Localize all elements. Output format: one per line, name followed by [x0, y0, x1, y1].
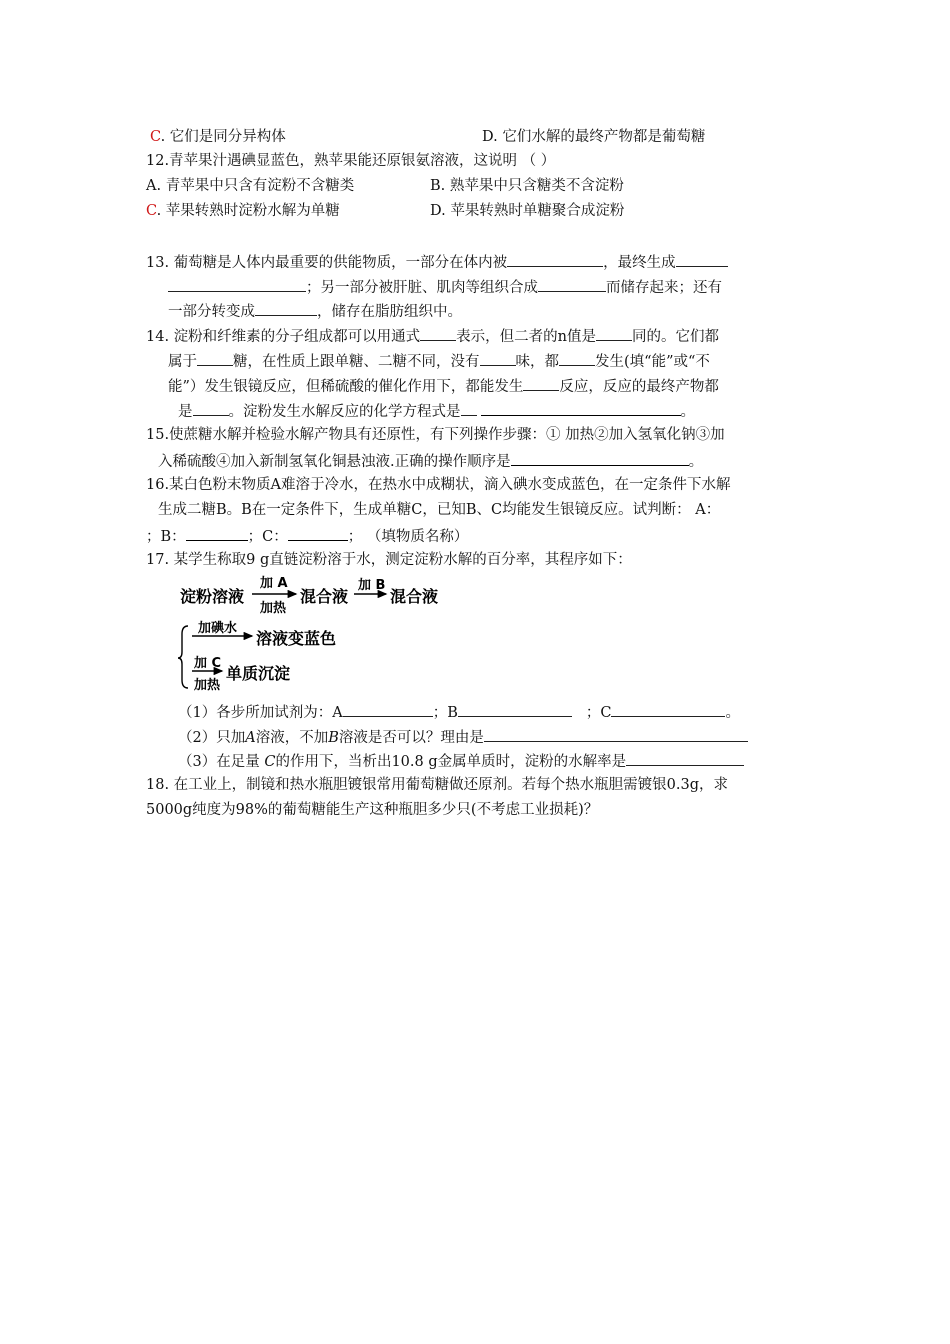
q14-line-1: 14. 淀粉和纤维素的分子组成都可以用通式 表示，但二者的n值是 同的。它们都 — [146, 325, 719, 347]
q13-line-2: ；另一部分被肝脏、肌肉等组织合成 而储存起来；还有 — [168, 276, 722, 298]
q12-option-a: A. 青苹果中只含有淀粉不含糖类 — [146, 178, 355, 194]
q13-line-1: 13. 葡萄糖是人体内最重要的供能物质，一部分在体内被 ，最终生成 — [146, 251, 728, 273]
flow-branch1-result: 溶液变蓝色 — [256, 629, 337, 648]
q11-option-d: D. 它们水解的最终产物都是葡萄糖 — [482, 129, 706, 145]
flow-mid: 混合液 — [300, 587, 349, 606]
q14-line-2: 属于 糖，在性质上跟单糖、二糖不同，没有 味，都 发生(填“能”或“不 — [168, 350, 710, 372]
flow-arrow2-top: 加 B — [358, 578, 386, 593]
q18-line-1: 18. 在工业上，制镜和热水瓶胆镀银常用葡萄糖做还原剂。若每个热水瓶胆需镀银0.3g，求 — [146, 777, 729, 793]
q11-option-c-letter: C — [150, 129, 161, 145]
q15-line-1: 15.使蔗糖水解并检验水解产物具有还原性，有下列操作步骤：① 加热②加入氢氧化钠③加 — [146, 427, 725, 443]
q12-option-b: B. 熟苹果中只含糖类不含淀粉 — [430, 178, 624, 194]
flow-branch2-top: 加 C — [194, 656, 222, 671]
q17-sub-3: （3）在足量 C的作用下，当析出10.8 g金属单质时，淀粉的水解率是 — [178, 750, 744, 772]
q17-sub-2: （2）只加A溶液，不加B溶液是否可以？理由是 — [178, 726, 748, 748]
q13-line-3: 一部分转变成 ，储存在脂肪组织中。 — [168, 300, 462, 322]
flow-branch2-bottom: 加热 — [194, 678, 221, 693]
q16-line-1: 16.某白色粉末物质A难溶于冷水，在热水中成糊状，滴入碘水变成蓝色，在一定条件下水解 — [146, 477, 731, 493]
q14-line-4: 是 。淀粉发生水解反应的化学方程式是 。 — [178, 400, 695, 422]
flow-end: 混合液 — [390, 587, 439, 606]
q17-sub-1: （1）各步所加试剂为：A ；B ；C 。 — [178, 701, 740, 723]
flow-branch1-label: 加碘水 — [198, 621, 238, 636]
q12-stem: 12.青苹果汁遇碘显蓝色，熟苹果能还原银氨溶液，这说明 （ ） — [146, 153, 556, 169]
flow-branch2-result: 单质沉淀 — [226, 664, 291, 683]
q16-line-3: ；B： ；C： ； （填物质名称） — [146, 525, 468, 547]
q18-line-2: 5000g纯度为98%的葡萄糖能生产这种瓶胆多少只(不考虑工业损耗)？ — [146, 802, 599, 818]
q11-option-c: C. 它们是同分异构体 — [150, 129, 286, 145]
q16-line-2: 生成二糖B。B在一定条件下，生成单糖C，已知B、C均能发生银镜反应。试判断： A： — [158, 502, 721, 518]
q17-stem: 17. 某学生称取9 g直链淀粉溶于水，测定淀粉水解的百分率，其程序如下： — [146, 552, 632, 568]
flow-arrow1-top: 加 A — [260, 576, 288, 591]
q12-option-c-letter: C — [146, 203, 157, 219]
q14-line-3: 能”）发生银镜反应，但稀硫酸的催化作用下，都能发生 反应，反应的最终产物都 — [168, 375, 719, 397]
q15-line-2: 入稀硫酸④加入新制氢氧化铜悬浊液.正确的操作顺序是 。 — [158, 450, 703, 472]
flow-start: 淀粉溶液 — [180, 587, 245, 606]
q12-option-d: D. 苹果转熟时单糖聚合成淀粉 — [430, 203, 625, 219]
q12-option-c: C. 苹果转熟时淀粉水解为单糖 — [146, 203, 340, 219]
q17-flow-diagram — [178, 572, 458, 692]
flow-arrow1-bottom: 加热 — [260, 601, 287, 616]
